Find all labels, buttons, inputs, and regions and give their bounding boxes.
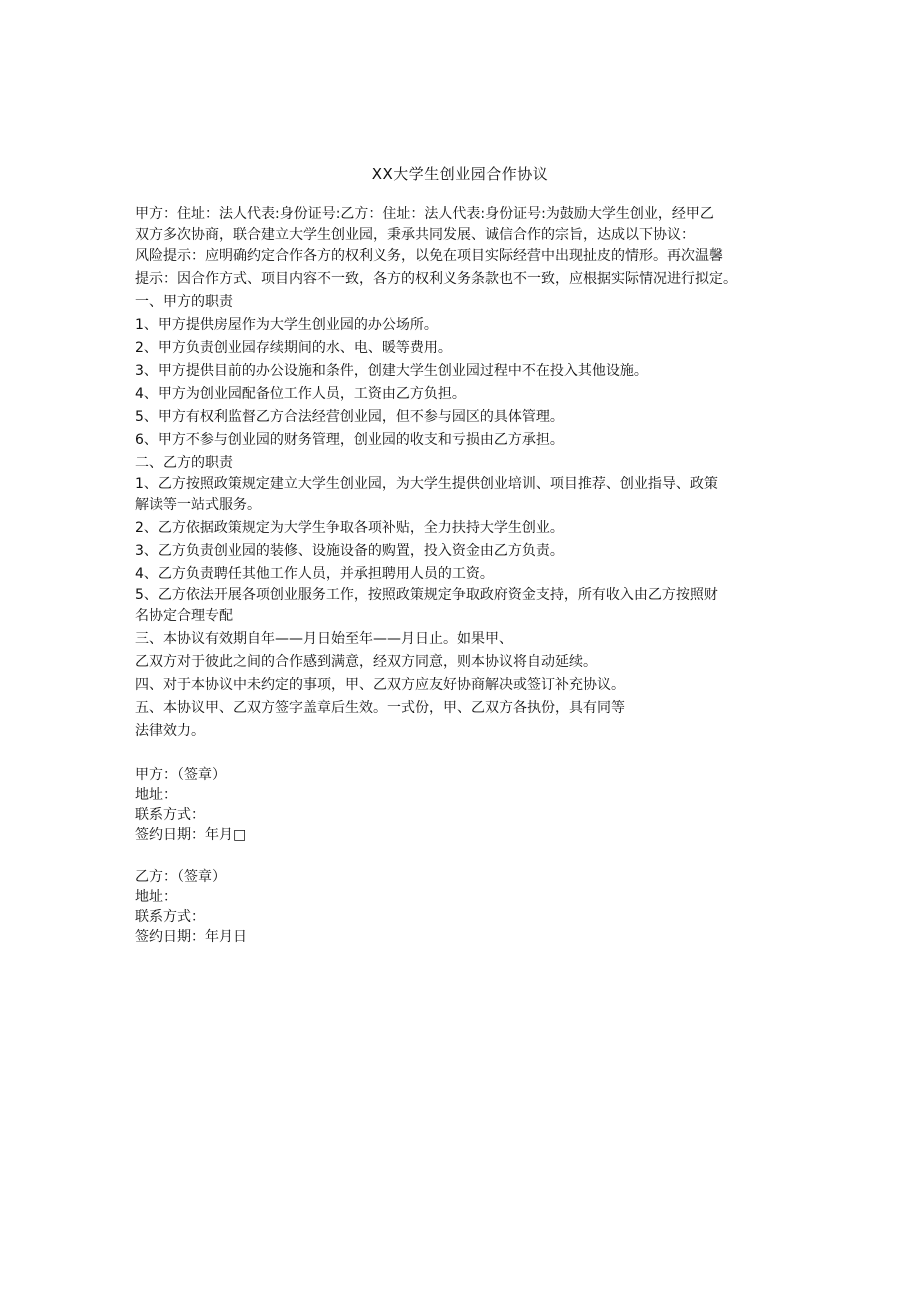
section2-item: 名协定合理专配: [135, 608, 233, 624]
intro-line: 甲方：住址：法人代表:身份证号:乙方：住址：法人代表:身份证号:为鼓励大学生创业，经甲乙: [135, 206, 714, 222]
section2-heading: 二、乙方的职责: [135, 455, 233, 471]
party-a-contact: 联系方式：: [135, 807, 205, 823]
party-a-signature-block: [135, 765, 800, 845]
section1-item: 6、甲方不参与创业园的财务管理，创业园的收支和亏损由乙方承担。: [135, 432, 564, 448]
party-a-sign: 甲方：（签章）: [135, 767, 226, 783]
party-a-address: 地址：: [135, 787, 177, 803]
section2-item: 解读等一站式服务。: [135, 497, 261, 513]
risk-line: 风险提示：应明确约定合作各方的权利义务，以免在项目实际经营中出现扯皮的情形。再次温馨: [135, 248, 723, 264]
party-b-sign: 乙方：（签章）: [135, 869, 226, 885]
document-title: XX大学生创业园合作协议: [371, 165, 549, 183]
party-b-date: 签约日期：年月日: [135, 929, 247, 945]
section2-item: 1、乙方按照政策规定建立大学生创业园，为大学生提供创业培训、项目推荐、创业指导、政策: [135, 476, 718, 492]
section1-item: 5、甲方有权利监督乙方合法经营创业园，但不参与园区的具体管理。: [135, 409, 564, 425]
section2-item: 2、乙方依据政策规定为大学生争取各项补贴，全力扶持大学生创业。: [135, 520, 564, 536]
section1-item: 3、甲方提供目前的办公设施和条件，创建大学生创业园过程中不在投入其他设施。: [135, 363, 648, 379]
section2-item: 4、乙方负责聘任其他工作人员，并承担聘用人员的工资。: [135, 566, 494, 582]
section2-item: 5、乙方依法开展各项创业服务工作，按照政策规定争取政府资金支持，所有收入由乙方按照财: [135, 587, 718, 603]
party-b-signature-block: [135, 867, 800, 947]
section3-line: 三、本协议有效期自年——月日始至年——月日止。如果甲、: [135, 631, 513, 647]
section1-item: 2、甲方负责创业园存续期间的水、电、暖等费用。: [135, 340, 452, 356]
party-b-contact: 联系方式：: [135, 909, 205, 925]
section2-item: 3、乙方负责创业园的装修、设施设备的购置，投入资金由乙方负责。: [135, 543, 564, 559]
section1-heading: 一、甲方的职责: [135, 294, 233, 310]
risk-line: 提示：因合作方式、项目内容不一致，各方的权利义务条款也不一致，应根据实际情况进行拟定。: [135, 271, 737, 287]
document-body: [135, 203, 800, 947]
intro-line: 双方多次协商，联合建立大学生创业园，秉承共同发展、诚信合作的宗旨，达成以下协议：: [135, 227, 695, 243]
section1-item: 1、甲方提供房屋作为大学生创业园的办公场所。: [135, 317, 438, 333]
section5-line: 五、本协议甲、乙双方签字盖章后生效。一式份，甲、乙双方各执份，具有同等: [135, 700, 625, 716]
party-b-address: 地址：: [135, 889, 177, 905]
section5-line: 法律效力。: [135, 723, 205, 739]
section1-item: 4、甲方为创业园配备位工作人员，工资由乙方负担。: [135, 386, 466, 402]
party-a-date: 签约日期：年月□: [135, 827, 247, 843]
section3-line: 乙双方对于彼此之间的合作感到满意，经双方同意，则本协议将自动延续。: [135, 654, 597, 670]
section4-line: 四、对于本协议中未约定的事项，甲、乙双方应友好协商解决或签订补充协议。: [135, 677, 625, 693]
